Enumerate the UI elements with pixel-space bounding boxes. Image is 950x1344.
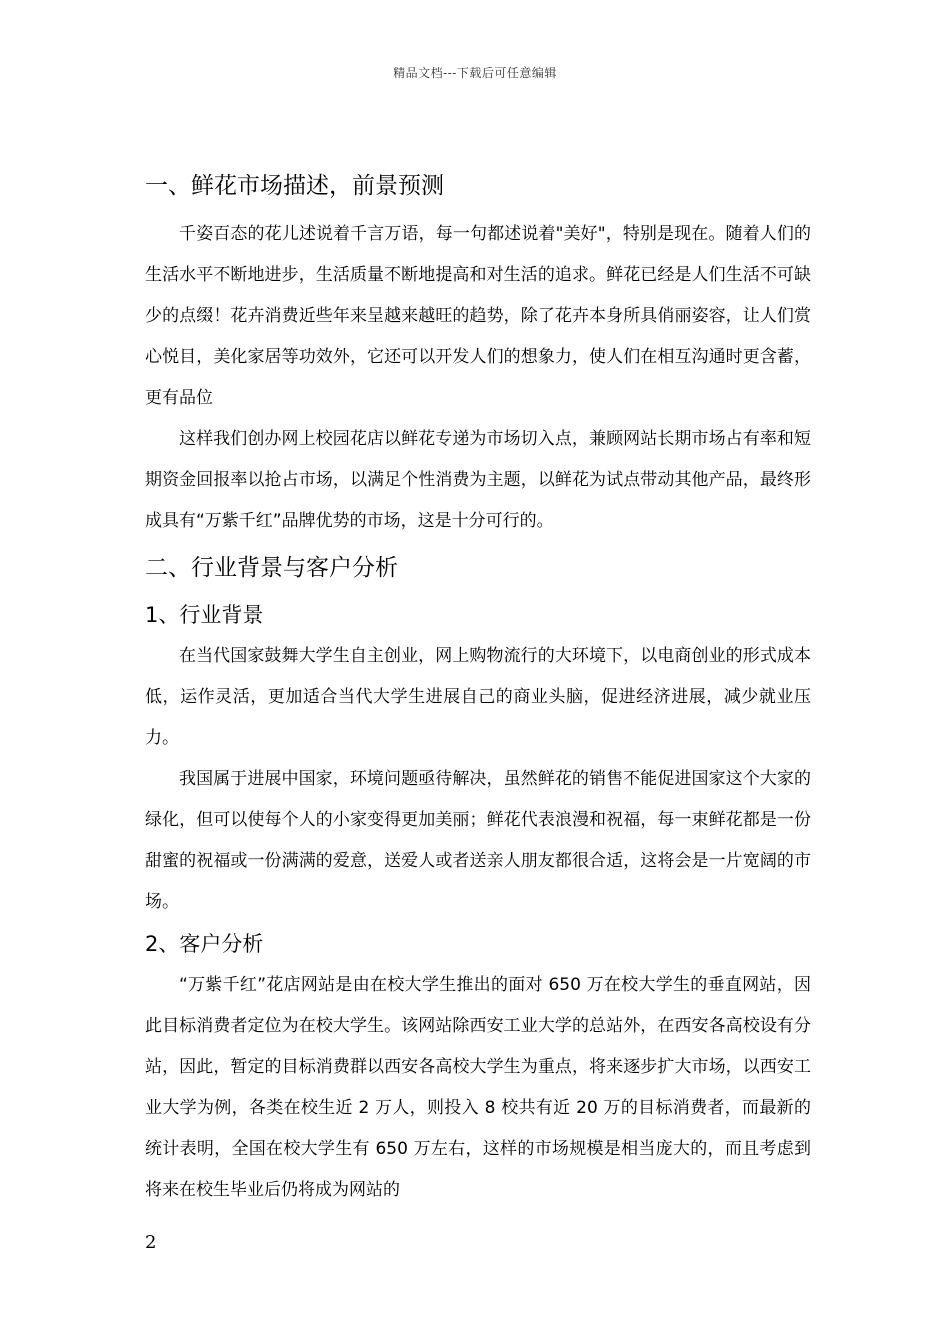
- section-title-market: 一、鲜花市场描述，前景预测: [145, 173, 444, 199]
- paragraph: 我国属于进展中国家，环境问题亟待解决，虽然鲜花的销售不能促进国家这个大家的绿化，但可以使每个人的小家变得更加美丽；鲜花代表浪漫和祝福，每一束鲜花都是一份甜蜜的祝福或一份满满的爱意，送爱人或者送亲人朋友都很合适，这将会是一片宽阔的市场。: [145, 769, 811, 912]
- paragraph: 千姿百态的花儿述说着千言万语，每一句都述说着"美好"，特别是现在。随着人们的生活水平不断地进步，生活质量不断地提高和对生活的追求。鲜花已经是人们生活不可缺少的点缀！花卉消费近些年来呈越来越旺的趋势，除了花卉本身所具俏丽姿容，让人们赏心悦目，美化家居等功效外，它还可以开发人们的想象力，使人们在相互沟通时更含蓄，更有品位: [145, 224, 811, 408]
- section-title-industry: 二、行业背景与客户分析: [145, 555, 398, 581]
- paragraph: 这样我们创办网上校园花店以鲜花专递为市场切入点，兼顾网站长期市场占有率和短期资金回报率以抢占市场，以满足个性消费为主题，以鲜花为试点带动其他产品，最终形成具有“万紫千红”品牌优势的市场，这是十分可行的。: [145, 429, 811, 531]
- subsection-title-background: 1、行业背景: [145, 603, 264, 627]
- page-header: 精品文档---下载后可任意编辑: [393, 66, 557, 80]
- subsection-title-customer: 2、客户分析: [145, 932, 264, 956]
- page-number: 2: [145, 1232, 157, 1253]
- document-body: [145, 166, 811, 1211]
- paragraph: 在当代国家鼓舞大学生自主创业，网上购物流行的大环境下，以电商创业的形式成本低，运作灵活，更加适合当代大学生进展自己的商业头脑，促进经济进展，减少就业压力。: [145, 646, 811, 748]
- paragraph: “万紫千红”花店网站是由在校大学生推出的面对 650 万在校大学生的垂直网站，因此目标消费者定位为在校大学生。该网站除西安工业大学的总站外，在西安各高校设有分站，因此，暂定的目标消费群以西安各高校大学生为重点，将来逐步扩大市场，以西安工业大学为例，各类在校生近 2 万人，则投入 8 校共有近 20 万的目标消费者，而最新的统计表明，全国在校大学生有 650 万左右，这样的市场规模是相当庞大的，而且考虑到将来在校生毕业后仍将成为网站的: [145, 975, 811, 1200]
